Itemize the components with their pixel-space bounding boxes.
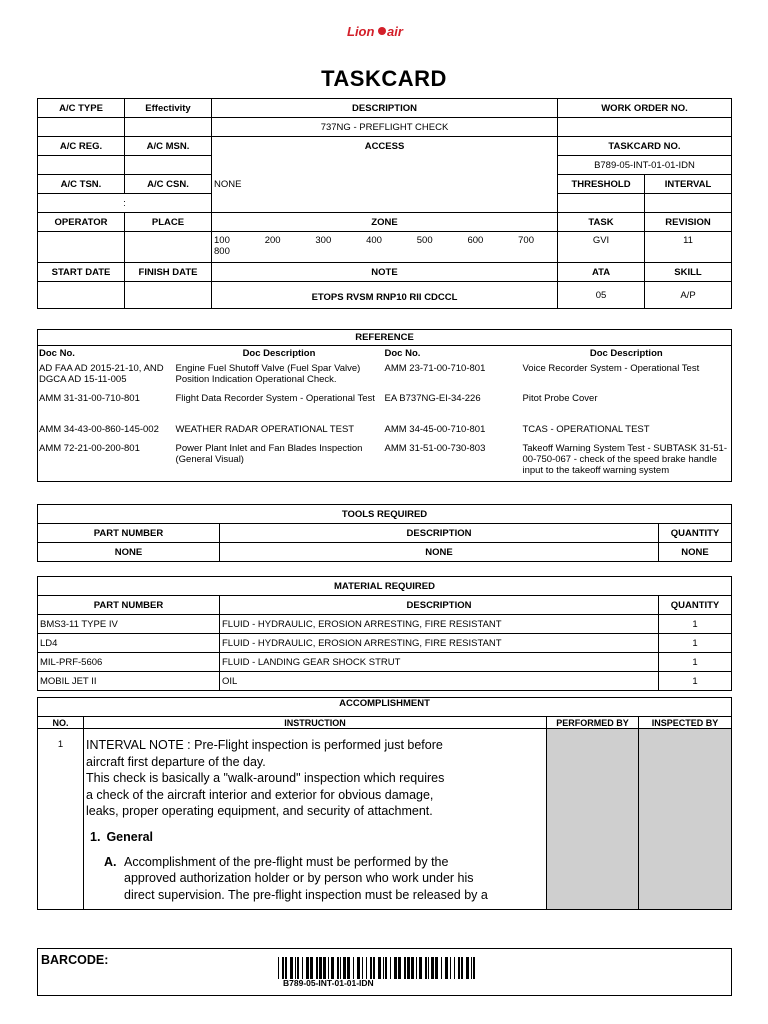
barcode-bar	[378, 957, 381, 979]
acc-row-no: 1	[38, 729, 84, 910]
material-part: BMS3-11 TYPE IV	[38, 615, 220, 634]
finish-date-label: FINISH DATE	[125, 263, 212, 282]
reference-title: REFERENCE	[38, 330, 732, 346]
zone-item: 300	[315, 235, 332, 246]
ref-doc-no: EA B737NG-EI-34-226	[384, 393, 481, 404]
svg-text:Lion: Lion	[347, 24, 375, 39]
barcode-bar	[306, 957, 309, 979]
material-desc: FLUID - HYDRAULIC, EROSION ARRESTING, FIRE RESISTANT	[220, 615, 659, 634]
barcode-bar	[295, 957, 296, 979]
barcode-bar	[445, 957, 448, 979]
ref-col-doc-desc: Doc Description	[242, 348, 316, 359]
svg-text:air: air	[387, 24, 403, 39]
barcode-bar	[290, 957, 293, 979]
acc-col-performed: PERFORMED BY	[547, 717, 639, 729]
zone-item: 100	[214, 235, 230, 246]
zone-item: 200	[264, 235, 281, 246]
start-date-label: START DATE	[38, 263, 125, 282]
ac-reg-label: A/C REG.	[38, 137, 125, 156]
barcode-bar	[353, 957, 354, 979]
barcode-box	[37, 948, 732, 996]
ref-doc-no: AMM 34-43-00-860-145-002	[39, 424, 159, 435]
barcode-bar	[419, 957, 422, 979]
sub-letter: A.	[104, 854, 117, 869]
barcode-bar	[411, 957, 414, 979]
barcode-bar	[450, 957, 451, 979]
instruction-line: INTERVAL NOTE : Pre-Flight inspection is performed just before	[86, 738, 443, 752]
zone-item: 600	[467, 235, 484, 246]
tools-col-qty: QUANTITY	[659, 524, 732, 543]
ref-doc-desc: Power Plant Inlet and Fan Blades Inspection (General Visual)	[175, 443, 363, 465]
barcode-bar	[362, 957, 363, 979]
tools-desc: NONE	[220, 543, 659, 562]
ac-tsn-value: :	[38, 194, 212, 213]
material-qty: 1	[659, 634, 732, 653]
ref-doc-desc: TCAS - OPERATIONAL TEST	[522, 424, 650, 435]
material-part: MOBIL JET II	[38, 672, 220, 691]
performed-by-cell[interactable]	[547, 729, 639, 910]
sub-item	[86, 854, 544, 904]
finish-date-value	[125, 282, 212, 309]
lion-air-logo	[345, 22, 425, 40]
ac-csn-label: A/C CSN.	[125, 175, 212, 194]
page-title: TASKCARD	[321, 66, 447, 91]
interval-value	[645, 194, 732, 213]
barcode-bar	[416, 957, 417, 979]
barcode-bar	[331, 957, 334, 979]
work-order-value	[558, 118, 732, 137]
note-value: ETOPS RVSM RNP10 RII CDCCL	[212, 282, 558, 309]
skill-label: SKILL	[645, 263, 732, 282]
barcode-bar	[390, 957, 391, 979]
description-value: 737NG - PREFLIGHT CHECK	[212, 118, 558, 137]
table-row	[38, 615, 732, 634]
zone-item: 500	[416, 235, 433, 246]
barcode-bar	[431, 957, 434, 979]
barcode-bar	[319, 957, 322, 979]
material-qty: 1	[659, 672, 732, 691]
effectivity-value	[125, 118, 212, 137]
table-row	[38, 634, 732, 653]
reference-table	[37, 329, 732, 482]
ref-doc-no: AMM 31-51-00-730-803	[384, 443, 486, 454]
ac-reg-value	[38, 156, 125, 175]
ac-type-label: A/C TYPE	[38, 99, 125, 118]
place-value	[125, 232, 212, 263]
ref-doc-desc: Engine Fuel Shutoff Valve (Fuel Spar Valve) Position Indication Operational Check.	[175, 363, 361, 385]
ac-type-value	[38, 118, 125, 137]
revision-value: 11	[645, 232, 732, 263]
barcode-bar	[461, 957, 463, 979]
barcode-bar	[394, 957, 397, 979]
barcode-bar	[328, 957, 329, 979]
general-number: 1.	[90, 829, 101, 844]
acc-instruction	[84, 729, 547, 910]
barcode-bar	[425, 957, 427, 979]
ref-doc-desc: Flight Data Recorder System - Operational Test	[175, 393, 375, 404]
tools-col-desc: DESCRIPTION	[220, 524, 659, 543]
table-row	[38, 543, 732, 562]
material-desc: FLUID - HYDRAULIC, EROSION ARRESTING, FIRE RESISTANT	[220, 634, 659, 653]
barcode-bar	[316, 957, 318, 979]
barcode-bar	[398, 957, 401, 979]
skill-value: A/P	[645, 282, 732, 309]
access-value: NONE	[212, 175, 558, 213]
barcode-bar	[357, 957, 360, 979]
barcode-bar	[285, 957, 287, 979]
ac-msn-value	[125, 156, 212, 175]
barcode-bar	[373, 957, 375, 979]
zone-label: ZONE	[212, 213, 558, 232]
barcode-bar	[323, 957, 326, 979]
barcode-label: BARCODE:	[41, 953, 109, 967]
barcode-image	[278, 957, 476, 979]
ref-col-doc-no: Doc No.	[39, 348, 75, 359]
description-label: DESCRIPTION	[212, 99, 558, 118]
barcode-bar	[297, 957, 299, 979]
sub-text: Accomplishment of the pre-flight must be performed by the approved authorization holder or by person who work under his direct supervision. The pre-flight inspection must be released by a	[124, 854, 488, 902]
material-table	[37, 576, 732, 691]
material-part: MIL-PRF-5606	[38, 653, 220, 672]
access-spacer	[212, 156, 558, 175]
instruction-line: aircraft first departure of the day.	[86, 754, 266, 769]
zone-values	[212, 232, 558, 263]
barcode-bar	[385, 957, 387, 979]
inspected-by-cell[interactable]	[639, 729, 732, 910]
instruction-line: leaks, proper operating equipment, and security of attachment.	[86, 804, 433, 818]
start-date-value	[38, 282, 125, 309]
barcode-bar	[383, 957, 384, 979]
barcode-value: B789-05-INT-01-01-IDN	[283, 978, 374, 988]
revision-label: REVISION	[645, 213, 732, 232]
ref-col-doc-desc: Doc Description	[589, 348, 663, 359]
barcode-bar	[347, 957, 350, 979]
tools-qty: NONE	[659, 543, 732, 562]
operator-label: OPERATOR	[38, 213, 125, 232]
taskcard-no-value: B789-05-INT-01-01-IDN	[558, 156, 732, 175]
tools-title: TOOLS REQUIRED	[38, 505, 732, 524]
zone-item: 800	[214, 246, 230, 257]
tools-col-part: PART NUMBER	[38, 524, 220, 543]
ref-doc-desc: WEATHER RADAR OPERATIONAL TEST	[175, 424, 355, 435]
general-heading	[90, 830, 544, 844]
work-order-label: WORK ORDER NO.	[558, 99, 732, 118]
material-col-desc: DESCRIPTION	[220, 596, 659, 615]
acc-col-instruction: INSTRUCTION	[84, 717, 547, 729]
taskcard-no-label: TASKCARD NO.	[558, 137, 732, 156]
general-label: General	[106, 829, 153, 844]
ref-col-doc-no: Doc No.	[384, 348, 421, 359]
place-label: PLACE	[125, 213, 212, 232]
barcode-bar	[458, 957, 460, 979]
material-qty: 1	[659, 653, 732, 672]
barcode-bar	[441, 957, 442, 979]
table-row	[38, 672, 732, 691]
barcode-bar	[435, 957, 438, 979]
ref-doc-no: AMM 31-31-00-710-801	[39, 393, 140, 404]
ref-doc-no: AD FAA AD 2015-21-10, AND DGCA AD 15-11-005	[39, 363, 164, 385]
ref-doc-no: AMM 72-21-00-200-801	[39, 443, 140, 454]
effectivity-label: Effectivity	[125, 99, 212, 118]
ref-doc-no: AMM 23-71-00-710-801	[384, 363, 486, 374]
barcode-bar	[302, 957, 303, 979]
tools-table	[37, 504, 732, 562]
zone-item: 400	[366, 235, 382, 246]
barcode-bar	[278, 957, 279, 979]
material-qty: 1	[659, 615, 732, 634]
instruction-line: This check is basically a "walk-around" inspection which requires	[86, 771, 445, 785]
material-col-part: PART NUMBER	[38, 596, 220, 615]
material-col-qty: QUANTITY	[659, 596, 732, 615]
threshold-value	[558, 194, 645, 213]
barcode-bar	[370, 957, 372, 979]
accomplishment-title: ACCOMPLISHMENT	[38, 698, 732, 717]
ref-doc-desc: Takeoff Warning System Test - SUBTASK 31-51-00-750-067 - check of the speed brake handle input to the takeoff warning system	[522, 443, 728, 476]
barcode-bar	[454, 957, 455, 979]
ref-doc-desc: Pitot Probe Cover	[522, 393, 598, 404]
material-desc: FLUID - LANDING GEAR SHOCK STRUT	[220, 653, 659, 672]
threshold-label: THRESHOLD	[558, 175, 645, 194]
material-desc: OIL	[220, 672, 659, 691]
ata-label: ATA	[558, 263, 645, 282]
ac-msn-label: A/C MSN.	[125, 137, 212, 156]
ac-tsn-label: A/C TSN.	[38, 175, 125, 194]
barcode-bar	[340, 957, 341, 979]
ata-value: 05	[558, 282, 645, 309]
task-value: GVI	[558, 232, 645, 263]
operator-value	[38, 232, 125, 263]
barcode-bar	[366, 957, 367, 979]
barcode-bar	[337, 957, 339, 979]
accomplishment-table	[37, 697, 732, 910]
barcode-bar	[404, 957, 406, 979]
header-table	[37, 98, 732, 309]
zone-item: 700	[518, 235, 534, 246]
instruction-line: a check of the aircraft interior and exterior for obvious damage,	[86, 787, 434, 802]
material-part: LD4	[38, 634, 220, 653]
barcode-bar	[428, 957, 429, 979]
barcode-bar	[407, 957, 410, 979]
material-title: MATERIAL REQUIRED	[38, 577, 732, 596]
barcode-bar	[471, 957, 472, 979]
barcode-bar	[473, 957, 475, 979]
barcode-bar	[310, 957, 313, 979]
access-label: ACCESS	[212, 137, 558, 156]
ref-doc-desc: Voice Recorder System - Operational Test	[522, 363, 700, 374]
acc-col-inspected: INSPECTED BY	[639, 717, 732, 729]
table-row	[38, 653, 732, 672]
barcode-bar	[343, 957, 346, 979]
ref-doc-no: AMM 34-45-00-710-801	[384, 424, 486, 435]
tools-part: NONE	[38, 543, 220, 562]
barcode-bar	[466, 957, 469, 979]
note-label: NOTE	[212, 263, 558, 282]
acc-col-no: NO.	[38, 717, 84, 729]
task-label: TASK	[558, 213, 645, 232]
barcode-bar	[282, 957, 284, 979]
interval-label: INTERVAL	[645, 175, 732, 194]
